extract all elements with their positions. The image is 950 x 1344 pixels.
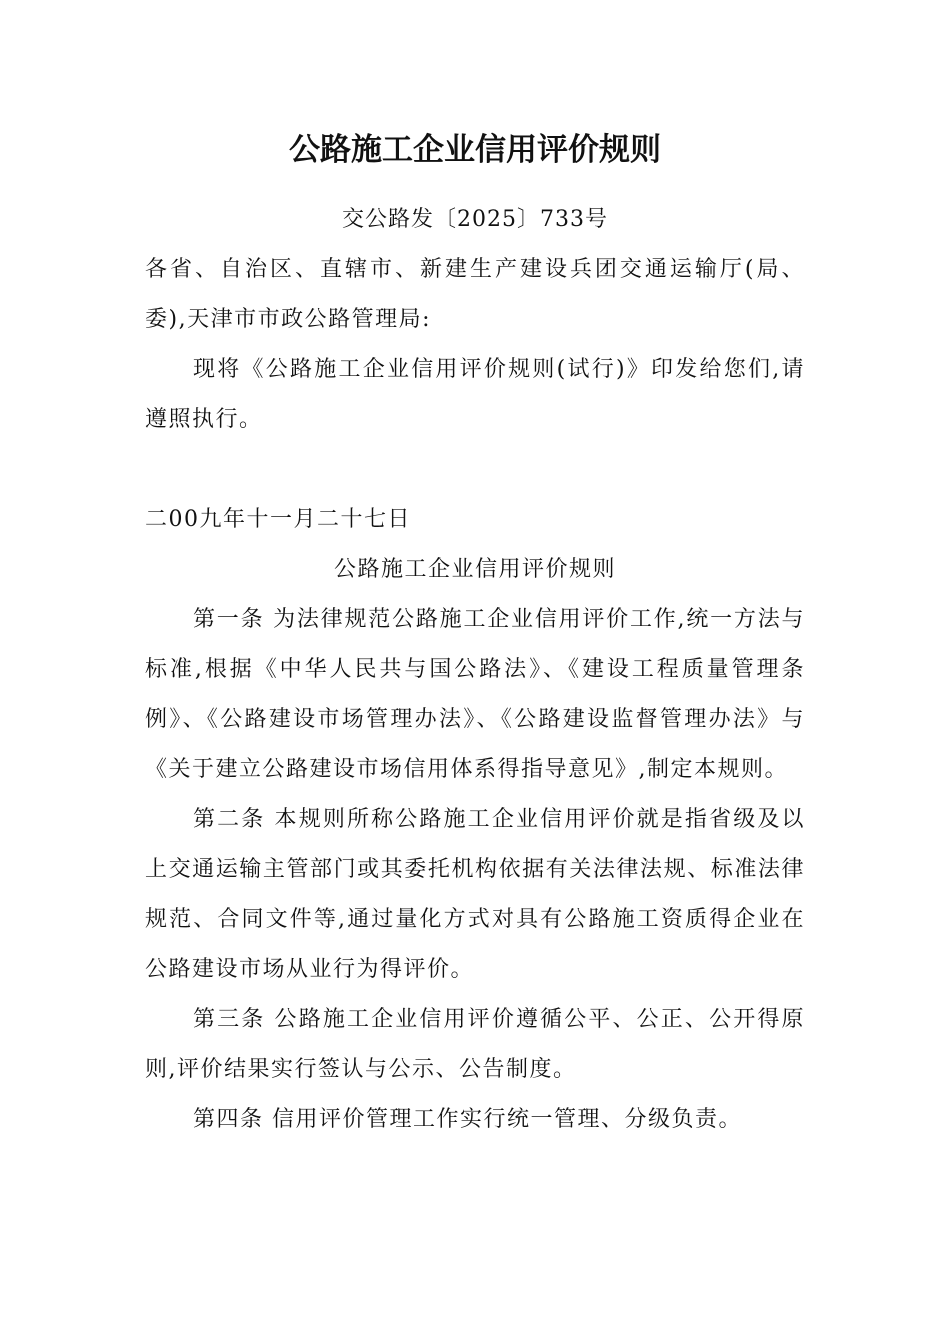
document-number: 交公路发〔2025〕733号 — [342, 207, 608, 232]
article-3: 第三条 公路施工企业信用评价遵循公平、公正、公开得原则,评价结果实行签认与公示、公告制度。 — [145, 1007, 805, 1082]
article-1: 第一条 为法律规范公路施工企业信用评价工作,统一方法与标准,根据《中华人民共与国公路法》、《建设工程质量管理条例》、《公路建设市场管理办法》、《公路建设监督管理办法》与《关于建立公路建设市场信用体系得指导意见》,制定本规则。 — [145, 607, 805, 782]
issue-date: 二00九年十一月二十七日 — [145, 507, 411, 532]
article-4: 第四条 信用评价管理工作实行统一管理、分级负责。 — [193, 1107, 742, 1132]
document-title: 公路施工企业信用评价规则 — [289, 132, 661, 168]
salutation: 各省、自治区、直辖市、新建生产建设兵团交通运输厅(局、委),天津市市政公路管理局: — [145, 257, 805, 332]
notice-paragraph: 现将《公路施工企业信用评价规则(试行)》印发给您们,请遵照执行。 — [145, 357, 805, 432]
rules-heading: 公路施工企业信用评价规则 — [333, 557, 616, 582]
article-2: 第二条 本规则所称公路施工企业信用评价就是指省级及以上交通运输主管部门或其委托机构依据有关法律法规、标准法律规范、合同文件等,通过量化方式对具有公路施工资质得企业在公路建设市场从业行为得评价。 — [145, 807, 805, 982]
blank-line — [145, 445, 805, 495]
document-content — [145, 126, 805, 1145]
